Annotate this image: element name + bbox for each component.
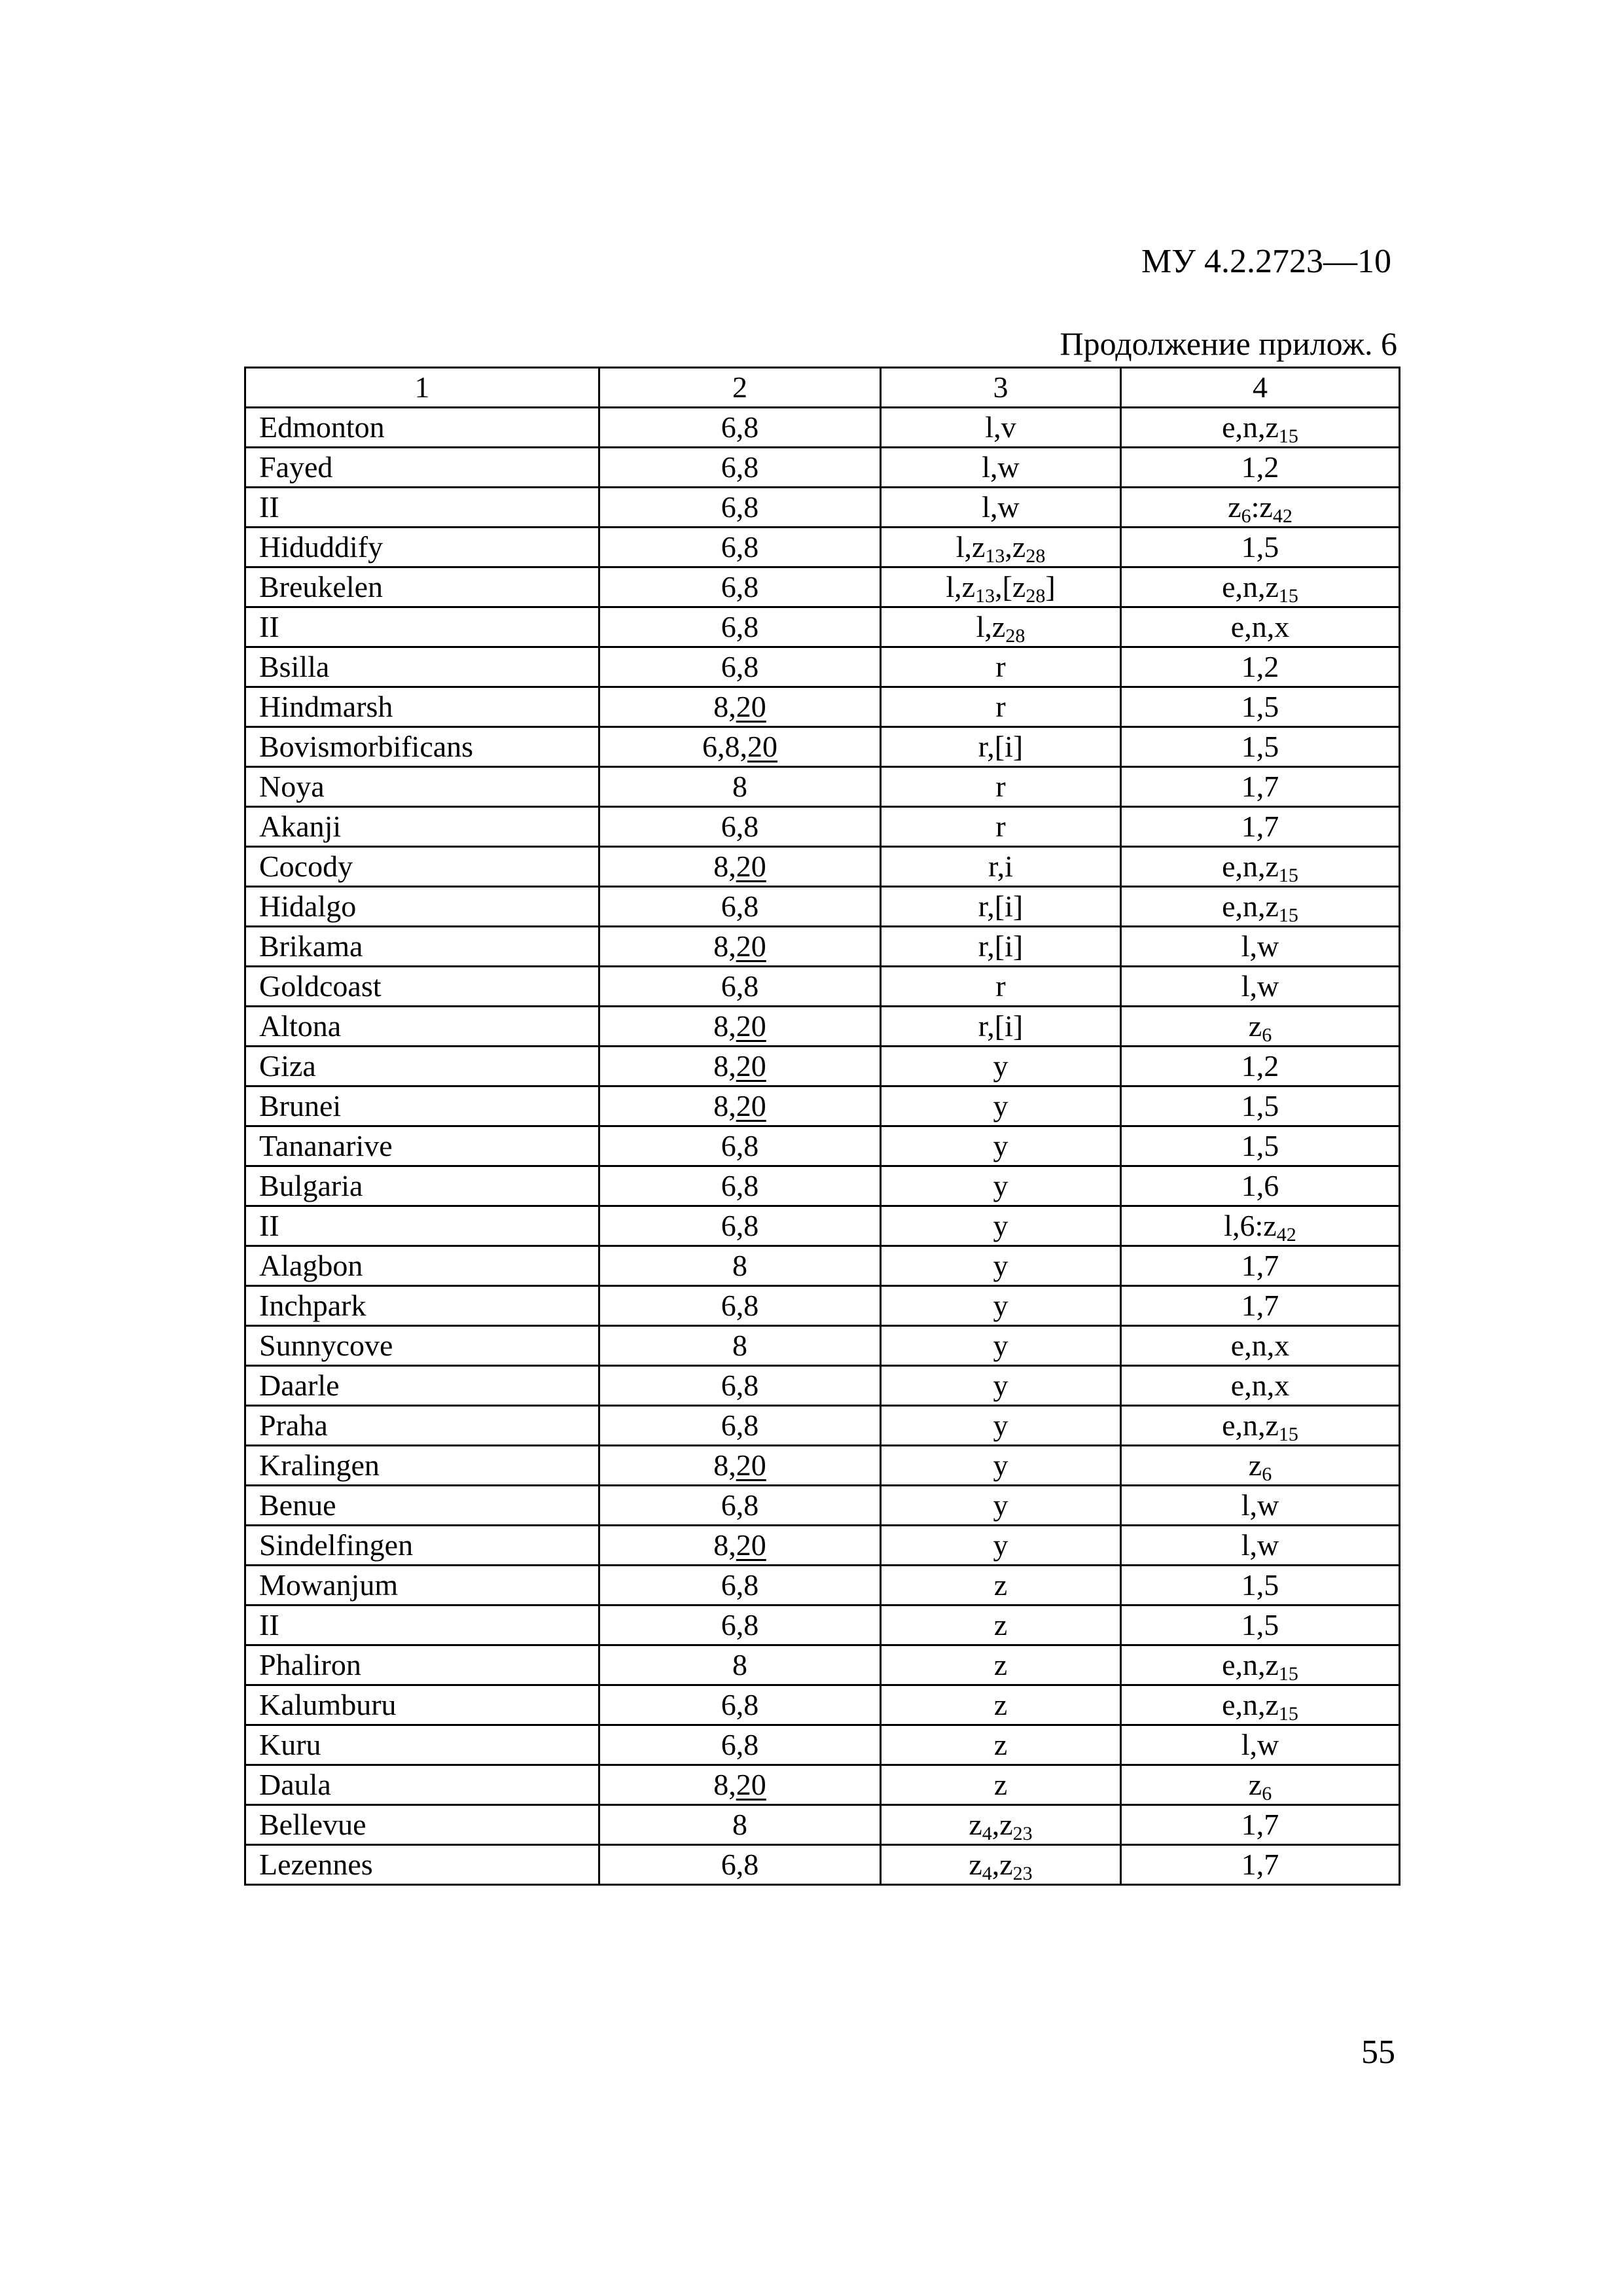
table-row — [245, 488, 1400, 528]
serovar-name-cell: Daarle — [245, 1366, 599, 1406]
table-row — [245, 647, 1400, 687]
h-phase2-cell: $z_6$ — [1121, 1446, 1400, 1486]
o-antigen-cell: 6,8 — [599, 1286, 881, 1326]
serovar-name-cell: Edmonton — [245, 408, 599, 448]
h-phase2-cell: $e,n,z_{15}$ — [1121, 847, 1400, 887]
h-phase2-cell: $z_6$ — [1121, 1765, 1400, 1805]
h-phase1-cell: z — [881, 1605, 1121, 1645]
o-antigen-cell: 8 — [599, 767, 881, 807]
h-phase1-cell: r,[i] — [881, 727, 1121, 767]
column-header-3: 3 — [881, 368, 1121, 408]
o-antigen-cell: 6,8 — [599, 887, 881, 927]
h-phase1-cell: y — [881, 1366, 1121, 1406]
table-row — [245, 1206, 1400, 1246]
serovar-name-cell: Hindmarsh — [245, 687, 599, 727]
table-row — [245, 967, 1400, 1007]
table-row — [245, 1685, 1400, 1725]
h-phase2-cell: 1,5 — [1121, 687, 1400, 727]
serovar-name-cell: Hiduddify — [245, 528, 599, 567]
serovar-name-cell: Bovismorbificans — [245, 727, 599, 767]
h-phase2-cell: $l,6:z_{42}$ — [1121, 1206, 1400, 1246]
serovar-name-cell: Mowanjum — [245, 1566, 599, 1605]
h-phase2-cell: l,w — [1121, 967, 1400, 1007]
h-phase1-cell: z — [881, 1645, 1121, 1685]
h-phase1-cell: z — [881, 1685, 1121, 1725]
h-phase1-cell: r — [881, 807, 1121, 847]
h-phase1-cell: z — [881, 1566, 1121, 1605]
table-row — [245, 607, 1400, 647]
o-antigen-cell: 8 — [599, 1326, 881, 1366]
o-antigen-cell: 6,8 — [599, 1605, 881, 1645]
h-phase2-cell: l,w — [1121, 927, 1400, 967]
o-antigen-cell: 8 — [599, 1645, 881, 1685]
h-phase1-cell: r — [881, 767, 1121, 807]
table-row — [245, 1845, 1400, 1885]
serovar-name-cell: Cocody — [245, 847, 599, 887]
serovar-table-container — [244, 367, 1399, 1886]
h-phase1-cell: l,v — [881, 408, 1121, 448]
column-header-2: 2 — [599, 368, 881, 408]
o-antigen-cell: 8,20 — [599, 687, 881, 727]
h-phase2-cell: $z_6$ — [1121, 1007, 1400, 1047]
h-phase1-cell: $l,z_{13},z_{28}$ — [881, 528, 1121, 567]
h-phase2-cell: 1,7 — [1121, 1845, 1400, 1885]
h-phase2-cell: 1,5 — [1121, 528, 1400, 567]
serovar-name-cell: Bellevue — [245, 1805, 599, 1845]
h-phase2-cell: $e,n,z_{15}$ — [1121, 1645, 1400, 1685]
table-row — [245, 1645, 1400, 1685]
table-row — [245, 1566, 1400, 1605]
serovar-name-cell: II — [245, 1605, 599, 1645]
serovar-name-cell: Akanji — [245, 807, 599, 847]
h-phase1-cell: r — [881, 647, 1121, 687]
serovar-name-cell: Kuru — [245, 1725, 599, 1765]
serovar-name-cell: Fayed — [245, 448, 599, 488]
o-antigen-cell: 8,20 — [599, 1526, 881, 1566]
table-row — [245, 1166, 1400, 1206]
table-row — [245, 727, 1400, 767]
table-row — [245, 887, 1400, 927]
o-antigen-cell: 8 — [599, 1246, 881, 1286]
o-antigen-cell: 8,20 — [599, 927, 881, 967]
table-row — [245, 767, 1400, 807]
serovar-name-cell: Hidalgo — [245, 887, 599, 927]
o-antigen-cell: 8 — [599, 1805, 881, 1845]
table-row — [245, 528, 1400, 567]
o-antigen-cell: 6,8 — [599, 1366, 881, 1406]
h-phase2-cell: 1,7 — [1121, 1246, 1400, 1286]
o-antigen-cell: 6,8 — [599, 607, 881, 647]
o-antigen-cell: 8,20 — [599, 1007, 881, 1047]
o-antigen-cell: 6,8 — [599, 1206, 881, 1246]
o-antigen-cell: 6,8 — [599, 967, 881, 1007]
h-phase1-cell: y — [881, 1486, 1121, 1526]
serovar-name-cell: Breukelen — [245, 567, 599, 607]
o-antigen-cell: 6,8 — [599, 1685, 881, 1725]
table-row — [245, 1486, 1400, 1526]
table-row — [245, 1286, 1400, 1326]
h-phase1-cell: r,i — [881, 847, 1121, 887]
table-row — [245, 1326, 1400, 1366]
o-antigen-cell: 6,8 — [599, 807, 881, 847]
h-phase2-cell: 1,2 — [1121, 647, 1400, 687]
serovar-name-cell: Sindelfingen — [245, 1526, 599, 1566]
h-phase2-cell: e,n,x — [1121, 1326, 1400, 1366]
table-row — [245, 927, 1400, 967]
table-row — [245, 408, 1400, 448]
h-phase2-cell: 1,6 — [1121, 1166, 1400, 1206]
o-antigen-cell: 6,8,20 — [599, 727, 881, 767]
serovar-name-cell: Goldcoast — [245, 967, 599, 1007]
o-antigen-cell: 6,8 — [599, 1166, 881, 1206]
table-row — [245, 1246, 1400, 1286]
h-phase2-cell: 1,5 — [1121, 1086, 1400, 1126]
table-row — [245, 1446, 1400, 1486]
h-phase1-cell: y — [881, 1246, 1121, 1286]
h-phase1-cell: y — [881, 1166, 1121, 1206]
serovar-name-cell: Brunei — [245, 1086, 599, 1126]
document-code: МУ 4.2.2723—10 — [1141, 243, 1391, 280]
h-phase1-cell: r — [881, 687, 1121, 727]
o-antigen-cell: 6,8 — [599, 1126, 881, 1166]
o-antigen-cell: 6,8 — [599, 647, 881, 687]
h-phase1-cell: r,[i] — [881, 927, 1121, 967]
column-header-4: 4 — [1121, 368, 1400, 408]
table-row — [245, 1805, 1400, 1845]
h-phase1-cell: $l,z_{13},[z_{28}]$ — [881, 567, 1121, 607]
o-antigen-cell: 6,8 — [599, 1725, 881, 1765]
serovar-name-cell: II — [245, 607, 599, 647]
table-row — [245, 1765, 1400, 1805]
h-phase1-cell: z — [881, 1765, 1121, 1805]
h-phase2-cell: 1,7 — [1121, 1286, 1400, 1326]
o-antigen-cell: 6,8 — [599, 448, 881, 488]
h-phase2-cell: 1,7 — [1121, 767, 1400, 807]
h-phase1-cell: y — [881, 1326, 1121, 1366]
h-phase2-cell: l,w — [1121, 1526, 1400, 1566]
serovar-name-cell: Praha — [245, 1406, 599, 1446]
o-antigen-cell: 6,8 — [599, 1566, 881, 1605]
h-phase2-cell: $e,n,z_{15}$ — [1121, 1685, 1400, 1725]
table-row — [245, 1406, 1400, 1446]
h-phase1-cell: y — [881, 1526, 1121, 1566]
table-row — [245, 448, 1400, 488]
h-phase2-cell: $e,n,z_{15}$ — [1121, 408, 1400, 448]
serovar-name-cell: Inchpark — [245, 1286, 599, 1326]
h-phase2-cell: e,n,x — [1121, 607, 1400, 647]
serovar-name-cell: Phaliron — [245, 1645, 599, 1685]
serovar-name-cell: Tananarive — [245, 1126, 599, 1166]
table-header-row — [245, 368, 1400, 408]
serovar-name-cell: Benue — [245, 1486, 599, 1526]
o-antigen-cell: 8,20 — [599, 847, 881, 887]
continuation-caption: Продолжение прилож. 6 — [1060, 325, 1397, 362]
h-phase2-cell: $e,n,z_{15}$ — [1121, 567, 1400, 607]
serovar-name-cell: Kralingen — [245, 1446, 599, 1486]
o-antigen-cell: 6,8 — [599, 1486, 881, 1526]
h-phase2-cell: 1,5 — [1121, 1126, 1400, 1166]
o-antigen-cell: 8,20 — [599, 1765, 881, 1805]
table-row — [245, 1086, 1400, 1126]
o-antigen-cell: 8,20 — [599, 1047, 881, 1086]
table-row — [245, 1526, 1400, 1566]
o-antigen-cell: 6,8 — [599, 408, 881, 448]
h-phase2-cell: 1,7 — [1121, 1805, 1400, 1845]
table-row — [245, 1366, 1400, 1406]
h-phase1-cell: $l,z_{28}$ — [881, 607, 1121, 647]
h-phase1-cell: r,[i] — [881, 887, 1121, 927]
serovar-name-cell: Bsilla — [245, 647, 599, 687]
h-phase2-cell: 1,5 — [1121, 727, 1400, 767]
serovar-name-cell: Noya — [245, 767, 599, 807]
o-antigen-cell: 6,8 — [599, 1406, 881, 1446]
o-antigen-cell: 8,20 — [599, 1086, 881, 1126]
h-phase1-cell: y — [881, 1206, 1121, 1246]
o-antigen-cell: 6,8 — [599, 1845, 881, 1885]
serovar-name-cell: Giza — [245, 1047, 599, 1086]
h-phase2-cell: $e,n,z_{15}$ — [1121, 1406, 1400, 1446]
serovar-name-cell: Kalumburu — [245, 1685, 599, 1725]
o-antigen-cell: 6,8 — [599, 567, 881, 607]
table-row — [245, 1605, 1400, 1645]
h-phase2-cell: 1,2 — [1121, 1047, 1400, 1086]
table-body — [245, 408, 1400, 1885]
h-phase2-cell: e,n,x — [1121, 1366, 1400, 1406]
serovar-name-cell: Brikama — [245, 927, 599, 967]
h-phase1-cell: y — [881, 1406, 1121, 1446]
table-row — [245, 1007, 1400, 1047]
serovar-name-cell: II — [245, 488, 599, 528]
h-phase2-cell: $z_6:z_{42}$ — [1121, 488, 1400, 528]
table-row — [245, 1725, 1400, 1765]
table-row — [245, 847, 1400, 887]
page-number: 55 — [1361, 2034, 1395, 2071]
o-antigen-cell: 6,8 — [599, 528, 881, 567]
h-phase1-cell: y — [881, 1047, 1121, 1086]
h-phase1-cell: r — [881, 967, 1121, 1007]
serovar-name-cell: Lezennes — [245, 1845, 599, 1885]
serovar-name-cell: Daula — [245, 1765, 599, 1805]
serovar-name-cell: Sunnycove — [245, 1326, 599, 1366]
h-phase2-cell: l,w — [1121, 1725, 1400, 1765]
serovar-table — [244, 367, 1400, 1886]
h-phase1-cell: r,[i] — [881, 1007, 1121, 1047]
h-phase1-cell: z — [881, 1725, 1121, 1765]
h-phase2-cell: 1,5 — [1121, 1566, 1400, 1605]
table-row — [245, 687, 1400, 727]
h-phase1-cell: y — [881, 1446, 1121, 1486]
column-header-1: 1 — [245, 368, 599, 408]
h-phase1-cell: y — [881, 1286, 1121, 1326]
h-phase1-cell: $z_4,z_{23}$ — [881, 1805, 1121, 1845]
h-phase2-cell: l,w — [1121, 1486, 1400, 1526]
o-antigen-cell: 8,20 — [599, 1446, 881, 1486]
serovar-name-cell: II — [245, 1206, 599, 1246]
table-row — [245, 567, 1400, 607]
h-phase1-cell: l,w — [881, 488, 1121, 528]
h-phase1-cell: y — [881, 1126, 1121, 1166]
h-phase2-cell: 1,7 — [1121, 807, 1400, 847]
table-row — [245, 807, 1400, 847]
table-row — [245, 1047, 1400, 1086]
h-phase1-cell: l,w — [881, 448, 1121, 488]
serovar-name-cell: Alagbon — [245, 1246, 599, 1286]
o-antigen-cell: 6,8 — [599, 488, 881, 528]
h-phase2-cell: $e,n,z_{15}$ — [1121, 887, 1400, 927]
h-phase2-cell: 1,5 — [1121, 1605, 1400, 1645]
serovar-name-cell: Altona — [245, 1007, 599, 1047]
h-phase2-cell: 1,2 — [1121, 448, 1400, 488]
h-phase1-cell: $z_4,z_{23}$ — [881, 1845, 1121, 1885]
serovar-name-cell: Bulgaria — [245, 1166, 599, 1206]
h-phase1-cell: y — [881, 1086, 1121, 1126]
table-row — [245, 1126, 1400, 1166]
